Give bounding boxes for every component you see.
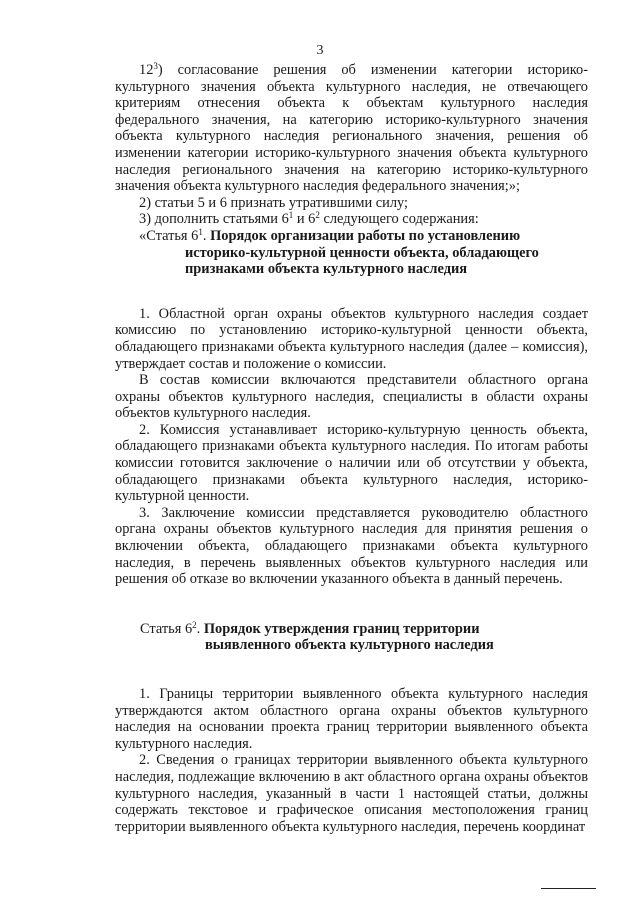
item-3-sup1: 1 [288,210,294,221]
article-6-2-paragraph-1: 1. Границы территории выявленного объекта культурного наследия утверждаются актом областного органа охраны объектов культурного наследия на основании проекта границ территории выявленного объекта культурного наследия. [115,686,588,752]
article-6-1-heading [115,228,588,245]
article-6-1-paragraph-2: В состав комиссии включаются представители областного органа охраны объектов культурного наследия, специалисты в области охраны объектов культурного наследия. [115,372,588,422]
item-3-part2: и 6 [293,211,316,228]
article-6-1-prefix-end: . [202,227,211,244]
article-6-1-prefix-sup: 1 [198,226,203,237]
article-6-2-title-line1: Порядок утверждения границ территории [203,620,480,637]
item-12-3-text: ) согласование решения об изменении категории историко-культурного значения объекта культурного наследия, не отвечающего критериям отнесения объекта к объектам культурного наследия федерального значения, на категорию историко-культурного значения объекта культурного наследия регионального значения, решения об изменении категории историко-культурного значения объекта культурного наследия регионального значения на категорию историко-культурного значения объекта культурного наследия федерального значения;»; [115,62,588,195]
article-6-2-prefix-end: . [196,620,204,637]
footer-rule [541,888,596,889]
item-2: 2) статьи 5 и 6 признать утратившими силу; [139,194,409,211]
article-6-1-title-line1: Порядок организации работы по установлению [210,227,521,244]
document-body [115,62,588,835]
article-6-1-title-line3: признаками объекта культурного наследия [185,261,468,278]
article-6-2-prefix: Статья 6 [140,620,193,637]
item-3-sup2: 2 [315,210,320,221]
article-6-1-prefix: «Статья 6 [139,227,199,244]
article-6-1-paragraph-1: 1. Областной орган охраны объектов культурного наследия создает комиссию по установлению историко-культурной ценности объекта, обладающего признаками объекта культурного наследия (далее – комиссия), утверждает состав и положение о комиссии. [115,305,588,372]
article-6-1-paragraph-3: 2. Комиссия устанавливает историко-культурную ценность объекта, обладающего признаками объекта культурного наследия. По итогам работы комиссии готовится заключение о наличии или об отсутствии у объекта, обладающего признаками объекта культурного наследия, историко-культурной ценности. [115,421,588,505]
item-12-3-marker-sup: 3 [153,61,158,71]
article-6-2-prefix-sup: 2 [192,619,197,630]
page-number: 3 [316,43,324,58]
article-6-2-heading [115,621,588,638]
article-6-2-title-line2: выявленного объекта культурного наследия [205,637,494,654]
item-12-3-marker: 12 [139,62,154,78]
item-3-part3: следующего содержания: [319,211,479,228]
article-6-1-paragraph-4: 3. Заключение комиссии представляется руководителю областного органа охраны объектов культурного наследия для принятия решения о включении объекта, обладающего признаками объекта культурного наследия, в перечень выявленных объектов культурного наследия или решения об отказе во включении указанного объекта в данный перечень. [115,504,588,588]
item-3-part1: 3) дополнить статьями 6 [139,211,289,228]
item-3 [115,211,588,228]
article-6-2-paragraph-2: 2. Сведения о границах территории выявленного объекта культурного наследия, подлежащие включению в акт областного органа охраны объектов культурного наследия, указанный в части 1 настоящей статьи, должны содержать текстовое и графическое описания местоположения границ территории выявленного объекта культурного наследия, перечень координат [115,752,588,835]
item-12-3 [115,62,588,195]
article-6-1-title-line2: историко-культурной ценности объекта, обладающего [185,244,539,261]
